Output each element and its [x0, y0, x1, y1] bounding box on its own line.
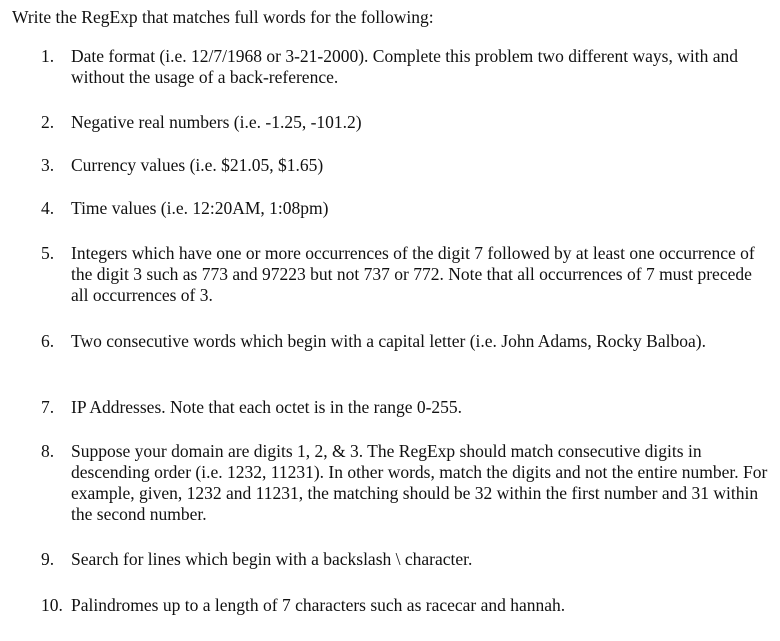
list-item	[41, 549, 771, 570]
list-item	[41, 595, 771, 616]
item-number: 6.	[41, 331, 55, 351]
list-item	[41, 441, 771, 525]
item-text: Date format (i.e. 12/7/1968 or 3-21-2000). Complete this problem two different ways, with and without the usage of a back-reference.	[71, 46, 738, 87]
list-item	[41, 397, 771, 418]
item-text: Integers which have one or more occurrences of the digit 7 followed by at least one occurrence of the digit 3 such as 773 and 97223 but not 737 or 772. Note that all occurrences of 7 must precede all occurrences of 3.	[71, 243, 755, 305]
list-item	[41, 46, 771, 88]
item-text: Negative real numbers (i.e. -1.25, -101.2)	[71, 112, 362, 132]
list-item	[41, 331, 771, 352]
item-number: 4.	[41, 198, 55, 218]
item-text: Time values (i.e. 12:20AM, 1:08pm)	[71, 198, 329, 218]
item-text: Palindromes up to a length of 7 characters such as racecar and hannah.	[71, 595, 566, 615]
item-text: Suppose your domain are digits 1, 2, & 3. The RegExp should match consecutive digits in descending order (i.e. 1232, 11231). In other words, match the digits and not the entire number. For example, given, 1232 and 11231, the matching should be 32 within the first number and 31 within the second number.	[71, 441, 768, 524]
item-text: IP Addresses. Note that each octet is in the range 0-255.	[71, 397, 463, 417]
item-number: 2.	[41, 112, 55, 132]
list-item	[41, 243, 771, 306]
item-number: 9.	[41, 549, 55, 569]
list-item	[41, 155, 771, 176]
item-text: Currency values (i.e. $21.05, $1.65)	[71, 155, 324, 175]
item-number: 3.	[41, 155, 55, 175]
item-text: Two consecutive words which begin with a capital letter (i.e. John Adams, Rocky Balboa).	[71, 331, 706, 351]
item-text: Search for lines which begin with a backslash \ character.	[71, 549, 473, 569]
item-number: 8.	[41, 441, 55, 461]
item-number: 1.	[41, 46, 55, 66]
list-item	[41, 198, 771, 219]
item-number: 5.	[41, 243, 55, 263]
item-number: 7.	[41, 397, 55, 417]
list-item	[41, 112, 771, 133]
intro-text: Write the RegExp that matches full words for the following:	[12, 7, 434, 27]
item-number: 10.	[41, 595, 63, 615]
